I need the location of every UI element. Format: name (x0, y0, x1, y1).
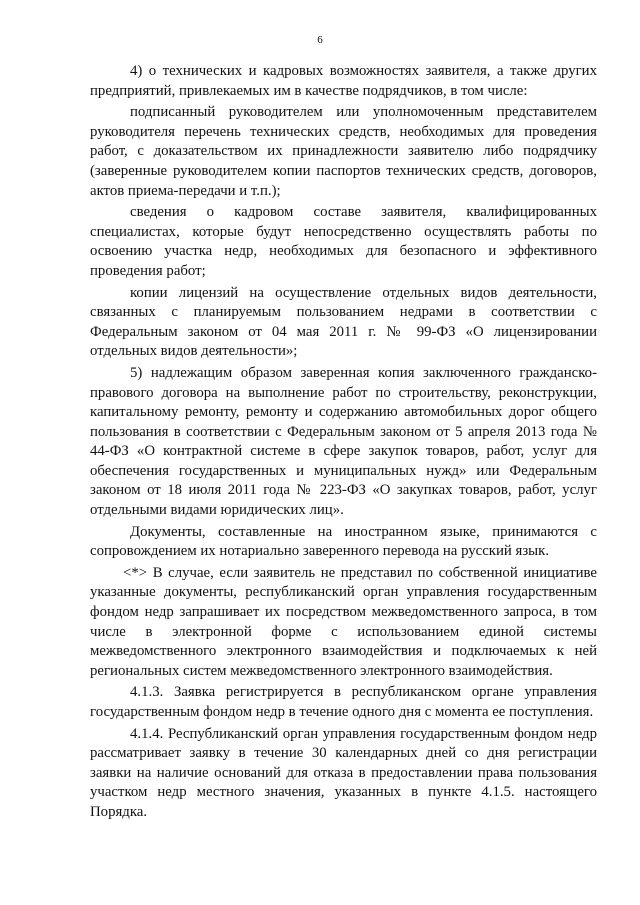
document-body (90, 62, 597, 825)
paragraph-contract-copy: 5) надлежащим образом заверенная копия заключенного гражданско-правового договора на выполнение работ по строительству, реконструкции, капитальному ремонту, ремонту и содержанию автомобильных дорог общего пользования в соответствии с Федеральным законом от 5 апреля 2013 года № 44-ФЗ «О контрактной системе в сфере закупок товаров, работ, услуг для обеспечения государственных и муниципальных нужд» или Федеральным законом от 18 июля 2011 года № 223-ФЗ «О закупках товаров, работ, услуг отдельными видами юридических лиц». (90, 364, 597, 519)
paragraph-interagency-request: <*> В случае, если заявитель не представил по собственной инициативе указанные документы, республиканский орган управления государственным фондом недр запрашивает их посредством межведомственного запроса, в том числе в электронной форме с использованием единой системы межведомственного электронного взаимодействия и подключаемых к ней региональных систем межведомственного электронного взаимодействия. (90, 564, 597, 679)
paragraph-staff-info: сведения о кадровом составе заявителя, квалифицированных специалистах, которые будут непосредственно осуществлять работы по освоению участка недр, необходимых для безопасного и эффективного проведения работ; (90, 204, 597, 279)
paragraph-4-1-4: 4.1.4. Республиканский орган управления государственным фондом недр рассматривает заявку в течение 30 календарных дней со дня регистрации заявки на наличие оснований для отказа в предоставлении права пользования участком недр местного значения, указанных в пункте 4.1.5. настоящего Порядка. (90, 725, 597, 820)
paragraph-technical-capabilities: 4) о технических и кадровых возможностях заявителя, а также других предприятий, привлекаемых им в качестве подрядчиков, в том числе: (90, 63, 597, 99)
paragraph-equipment-list: подписанный руководителем или уполномоченным представителем руководителя перечень технических средств, необходимых для проведения работ, с доказательством их принадлежности заявителю либо подрядчику (заверенные руководителем копии паспортов технических средств, договоров, актов приема-передачи и т.п.); (90, 104, 597, 199)
paragraph-foreign-documents: Документы, составленные на иностранном языке, принимаются с сопровождением их нотариально заверенного перевода на русский язык. (90, 523, 597, 560)
paragraph-license-copies: копии лицензий на осуществление отдельных видов деятельности, связанных с планируемым пользованием недрами в соответствии с Федеральным законом от 04 мая 2011 г. № 99-ФЗ «О лицензировании отдельных видов деятельности»; (90, 284, 597, 360)
paragraph-4-1-3: 4.1.3. Заявка регистрируется в республиканском органе управления государственным фондом недр в течение одного дня с момента ее поступления. (90, 684, 597, 720)
page-number: 6 (317, 34, 323, 46)
